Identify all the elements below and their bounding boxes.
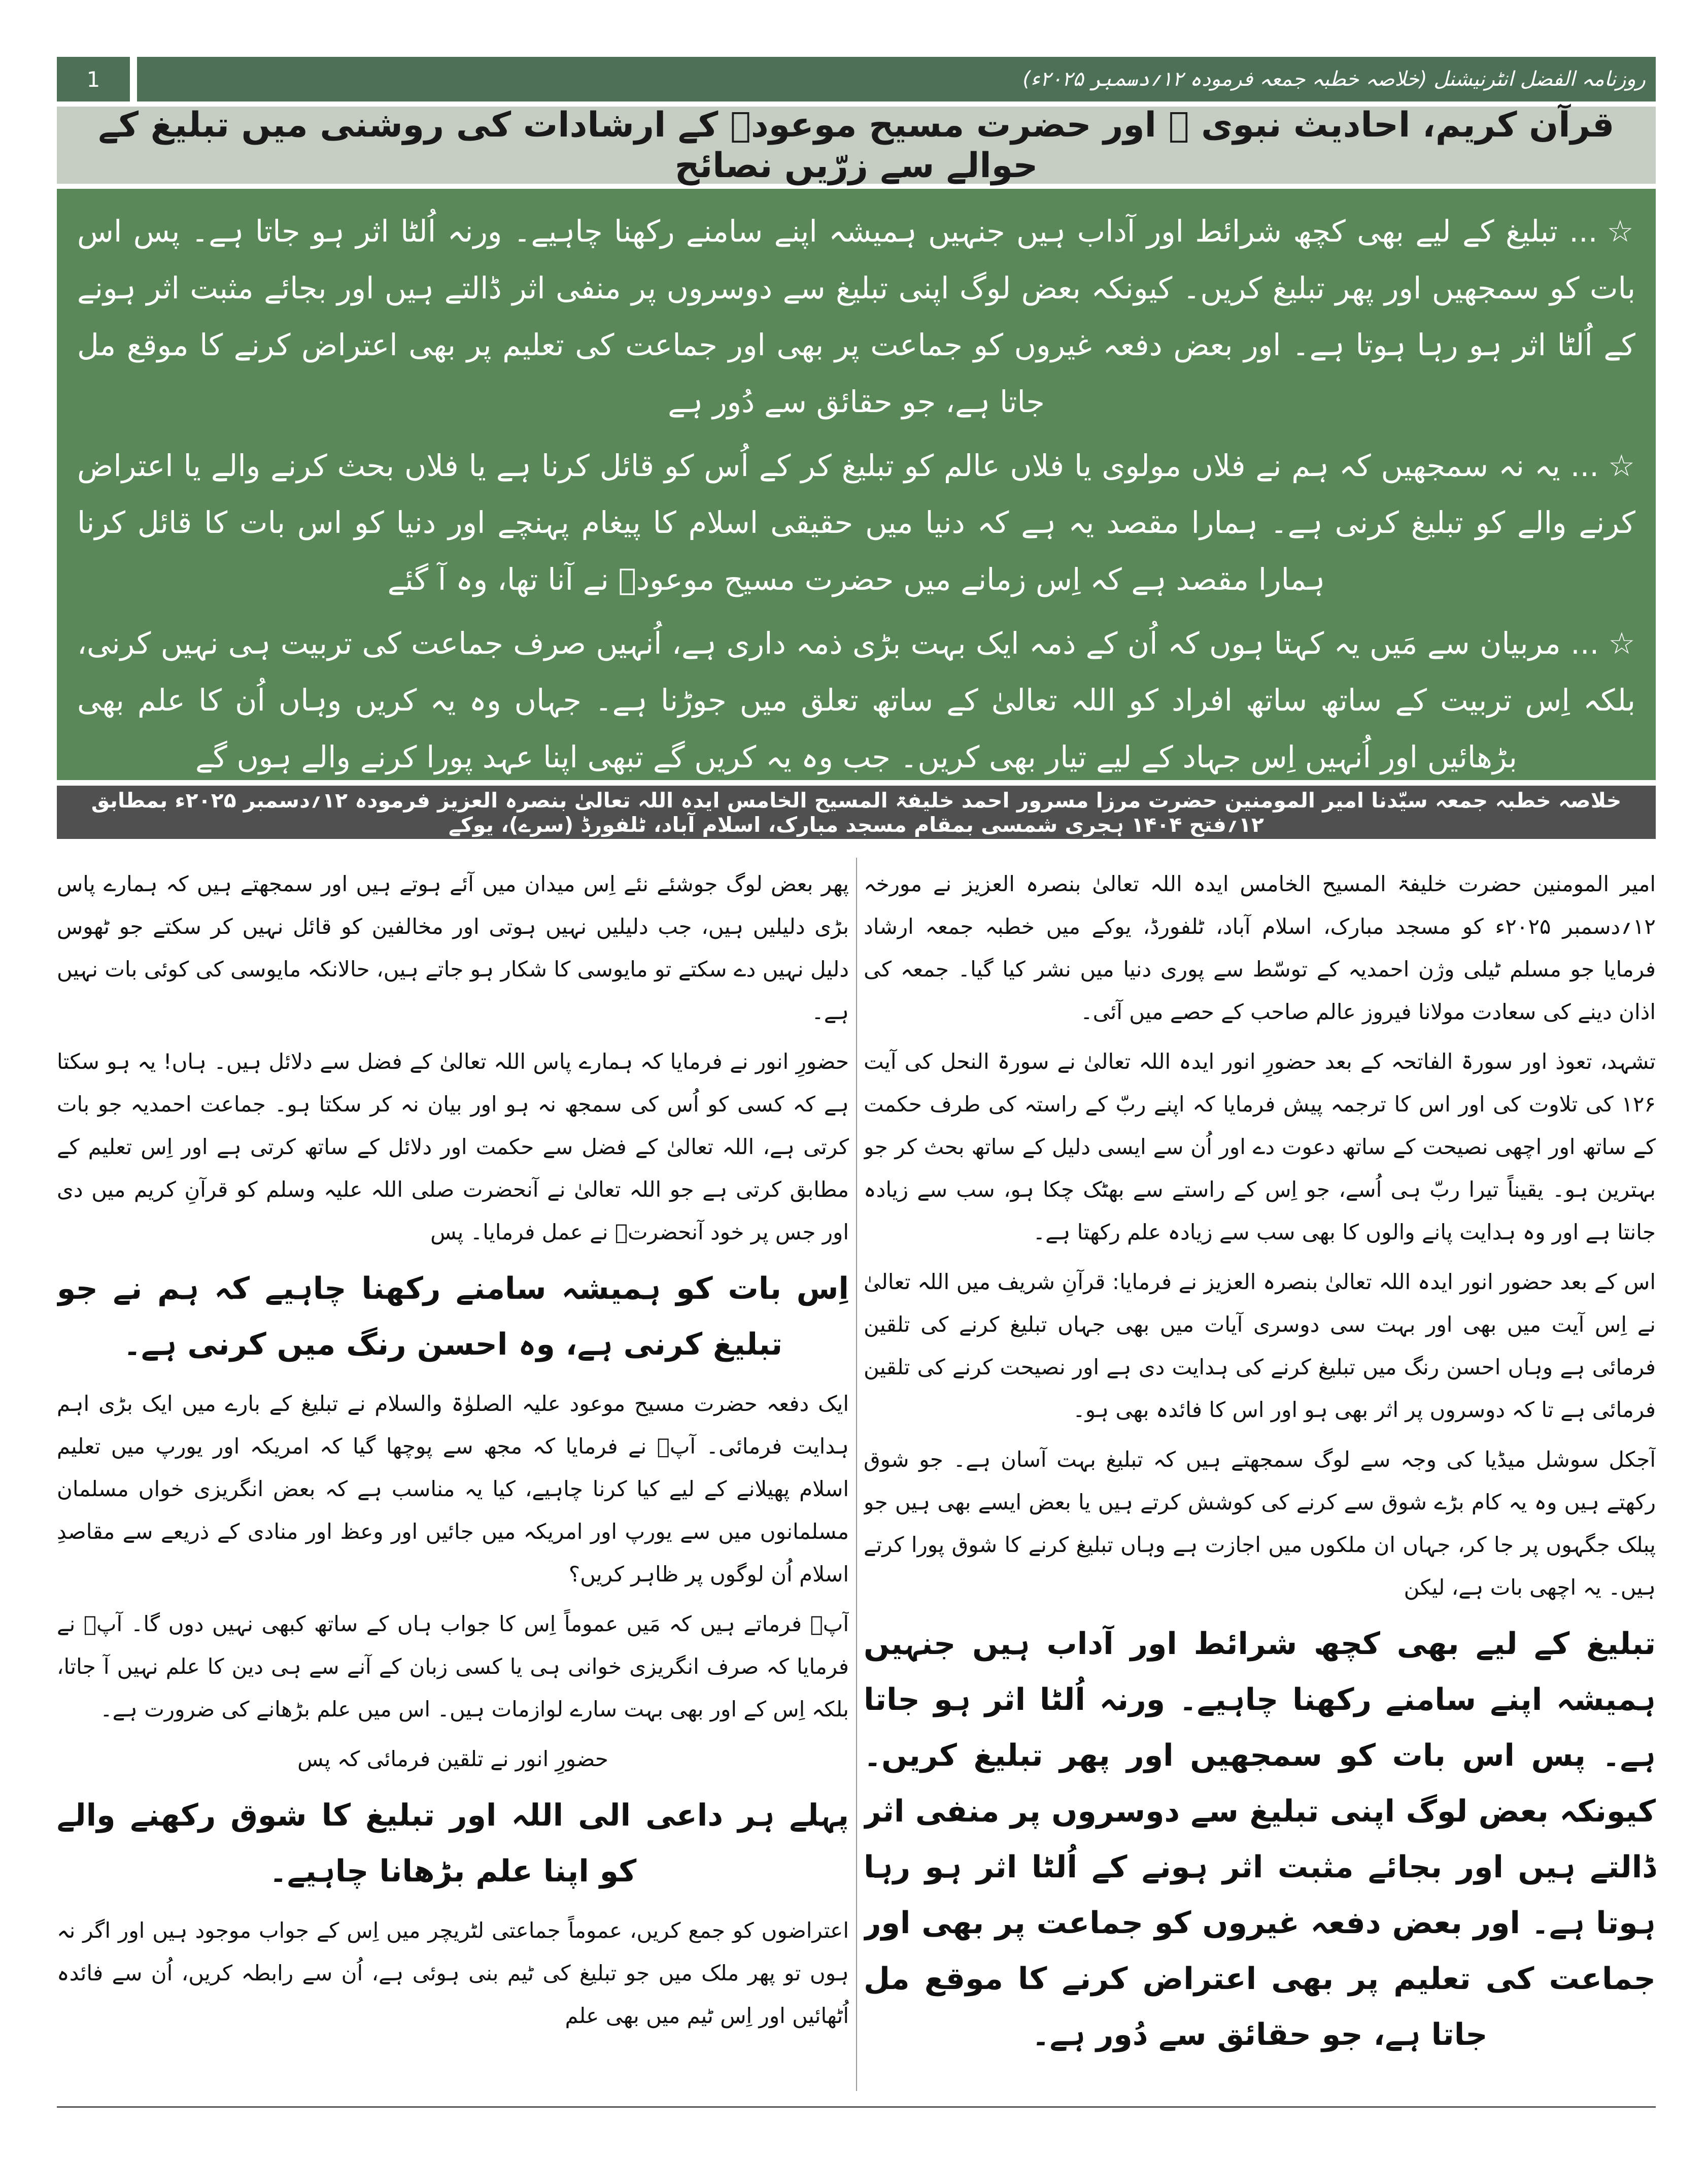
summary-item-text: ... تبلیغ کے لیے بھی کچھ شرائط اور آداب ہیں جنہیں ہمیشہ اپنے سامنے رکھنا چاہیے۔ ورنہ اُلٹا اثر ہو جاتا ہے۔ پس اس بات کو سمجھیں اور پھر تبلیغ کریں۔ کیونکہ بعض لوگ اپنی تبلیغ سے دوسروں پر منفی اثر ڈالتے ہیں اور بجائے مثبت اثر ہونے کے اُلٹا اثر ہو رہا ہوتا ہے۔ اور بعض دفعہ غیروں کو جماعت پر بھی اور جماعت کی تعلیم پر بھی اعتراض کرنے کا موقع مل جاتا ہے، جو حقائق سے دُور ہے [77,214,1635,419]
paragraph: اس کے بعد حضور انور ایدہ اللہ تعالیٰ بنصرہ العزیز نے فرمایا: قرآنِ شریف میں اللہ تعالیٰ نے اِس آیت میں بھی اور بہت سی دوسری آیات میں بھی جہاں تبلیغ کرنے کی تلقین فرمائی ہے وہاں احسن رنگ میں تبلیغ کرنے کی ہدایت دی ہے اور نصیحت کرنے کی تلقین فرمائی ہے تا کہ دوسروں پر اثر بھی ہو اور اس کا فائدہ بھی ہو۔ [864,1269,1656,1422]
bottom-rule [57,2106,1656,2108]
article-title: قرآن کریم، احادیث نبوی ﷺ اور حضرت مسیح موعودؑ کے ارشادات کی روشنی میں تبلیغ کے حوالے سے زرّیں نصائح [57,107,1656,184]
summary-box [57,189,1656,780]
sermon-subtitle: خلاصہ خطبہ جمعہ سیّدنا امیر المومنین حضرت مرزا مسرور احمد خلیفۃ المسیح الخامس ایدہ اللہ تعالیٰ بنصرہ العزیز فرمودہ ۱۲؍دسمبر ۲۰۲۵ء بمطابق ۱۲؍فتح ۱۴۰۴ ہجری شمسی بمقام مسجد مبارک، اسلام آباد، ٹلفورڈ (سرے)، یوکے [57,786,1656,839]
paragraph: حضورِ انور نے تلقین فرمائی کہ پس [297,1746,608,1771]
paragraph: آجکل سوشل میڈیا کی وجہ سے لوگ سمجھتے ہیں کہ تبلیغ بہت آسان ہے۔ جو شوق رکھتے ہیں وہ یہ کام بڑے شوق سے کرنے کی کوشش کرتے ہیں یا بعض ایسے بھی ہیں جو پبلک جگہوں پر جا کر، جہاں ان ملکوں میں اجازت ہے وہاں تبلیغ کرنے کا شوق پورا کرتے ہیں۔ یہ اچھی بات ہے، لیکن [864,1447,1656,1600]
summary-item-text: ... یہ نہ سمجھیں کہ ہم نے فلاں مولوی یا فلاں عالم کو تبلیغ کر کے اُس کو قائل کرنا ہے یا فلاں بحث کرنے والے یا اعتراض کرنے والے کو تبلیغ کرنی ہے۔ ہمارا مقصد یہ ہے کہ دنیا میں حقیقی اسلام کا پیغام پہنچے اور دنیا کو اس بات کا قائل کرنا ہمارا مقصد ہے کہ اِس زمانے میں حضرت مسیح موعودؑ نے آنا تھا، وہ آ گئے [77,448,1635,597]
summary-item [77,437,1635,608]
paragraph: آپؑ فرماتے ہیں کہ مَیں عموماً اِس کا جواب ہاں کے ساتھ کبھی نہیں دوں گا۔ آپؑ نے فرمایا کہ صرف انگریزی خوانی ہی یا کسی زبان کے آنے سے ہی دین کا علم نہیں آ جاتا، بلکہ اِس کے اور بھی بہت سارے لوازمات ہیں۔ اس میں علم بڑھانے کی ضرورت ہے۔ [57,1611,849,1722]
paragraph: امیر المومنین حضرت خلیفۃ المسیح الخامس ایدہ اللہ تعالیٰ بنصرہ العزیز نے مورخہ ۱۲؍دسمبر ۲۰۲۵ء کو مسجد مبارک، اسلام آباد، ٹلفورڈ، یوکے میں خطبہ جمعہ ارشاد فرمایا جو مسلم ٹیلی وژن احمدیہ کے توسّط سے پوری دنیا میں نشر کیا گیا۔ جمعہ کی اذان دینے کی سعادت مولانا فیروز عالم صاحب کے حصے میں آئی۔ [864,871,1656,1024]
paragraph: پھر بعض لوگ جوشئے نئے اِس میدان میں آئے ہوتے ہیں اور سمجھتے ہیں کہ ہمارے پاس بڑی دلیلیں ہیں، جب دلیلیں نہیں ہوتی اور مخالفین کو قائل نہیں کر سکتے جو ٹھوس دلیل نہیں دے سکتے تو مایوسی کا شکار ہو جاتے ہیں، حالانکہ مایوسی کی کوئی بات نہیں ہے۔ [57,871,849,1024]
star-icon: ☆ [1607,214,1635,249]
paragraph: حضورِ انور نے فرمایا کہ ہمارے پاس اللہ تعالیٰ کے فضل سے دلائل ہیں۔ ہاں! یہ ہو سکتا ہے کہ کسی کو اُس کی سمجھ نہ ہو اور بیان نہ کر سکتا ہو۔ جماعت احمدیہ جو بات کرتی ہے، اللہ تعالیٰ کے فضل سے حکمت اور دلائل کے ساتھ کرتی ہے اور اِس تعلیم کے مطابق کرتی ہے جو اللہ تعالیٰ نے آنحضرت صلی اللہ علیہ وسلم کو قرآنِ کریم میں دی اور جس پر خود آنحضرتؐ نے عمل فرمایا۔ پس [57,1049,849,1244]
right-column [864,863,1656,2101]
pull-quote: تبلیغ کے لیے بھی کچھ شرائط اور آداب ہیں جنہیں ہمیشہ اپنے سامنے رکھنا چاہیے۔ ورنہ اُلٹا اثر ہو جاتا ہے۔ پس اس بات کو سمجھیں اور پھر تبلیغ کریں۔ کیونکہ بعض لوگ اپنی تبلیغ سے دوسروں پر منفی اثر ڈالتے ہیں اور بجائے مثبت اثر ہونے کے اُلٹا اثر ہو رہا ہوتا ہے۔ اور بعض دفعہ غیروں کو جماعت پر بھی اور جماعت کی تعلیم پر بھی اعتراض کرنے کا موقع مل جاتا ہے، جو حقائق سے دُور ہے۔ [864,1626,1656,2052]
summary-item [77,615,1635,786]
page-number: 1 [57,57,137,102]
page-header [57,57,1656,102]
star-icon: ☆ [1608,626,1635,661]
running-head: روزنامہ الفضل انٹرنیشنل (خلاصہ خطبہ جمعہ فرمودہ ۱۲؍دسمبر ۲۰۲۵ء) [1022,68,1646,91]
paragraph: اعتراضوں کو جمع کریں، عموماً جماعتی لٹریچر میں اِس کے جواب موجود ہیں اور اگر نہ ہوں تو پھر ملک میں جو تبلیغ کی ٹیم بنی ہوئی ہے، اُن سے رابطہ کریں، اُن سے فائدہ اُٹھائیں اور اِس ٹیم میں بھی علم [57,1918,849,2028]
summary-item [77,203,1635,430]
left-column [57,863,849,2101]
summary-item-text: ... مربیان سے مَیں یہ کہتا ہوں کہ اُن کے ذمہ ایک بہت بڑی ذمہ داری ہے، اُنہیں صرف جماعت کی تربیت ہی نہیں کرنی، بلکہ اِس تربیت کے ساتھ ساتھ افراد کو اللہ تعالیٰ کے ساتھ تعلق میں جوڑنا ہے۔ جہاں وہ یہ کریں وہاں اُن کا علم بھی بڑھائیں اور اُنہیں اِس جہاد کے لیے تیار بھی کریں۔ جب وہ یہ کریں گے تبھی اپنا عہد پورا کرنے والے ہوں گے [77,626,1635,774]
pull-quote: پہلے ہر داعی الی اللہ اور تبلیغ کا شوق رکھنے والے کو اپنا علم بڑھانا چاہیے۔ [57,1798,849,1889]
star-icon: ☆ [1608,448,1636,483]
pull-quote: اِس بات کو ہمیشہ سامنے رکھنا چاہیے کہ ہم نے جو تبلیغ کرنی ہے، وہ احسن رنگ میں کرنی ہے۔ [57,1271,849,1362]
paragraph: تشہد، تعوذ اور سورۃ الفاتحہ کے بعد حضورِ انور ایدہ اللہ تعالیٰ نے سورۃ النحل کی آیت ۱۲۶ کی تلاوت کی اور اس کا ترجمہ پیش فرمایا کہ اپنے ربّ کے راستہ کی طرف حکمت کے ساتھ اور اچھی نصیحت کے ساتھ دعوت دے اور اُن سے ایسی دلیل کے ساتھ بحث کر جو بہترین ہو۔ یقیناً تیرا ربّ ہی اُسے، جو اِس کے راستے سے بھٹک چکا ہو، سب سے زیادہ جانتا ہے اور وہ ہدایت پانے والوں کا بھی سب سے زیادہ علم رکھتا ہے۔ [864,1049,1656,1244]
paragraph: ایک دفعہ حضرت مسیح موعود علیہ الصلوٰۃ والسلام نے تبلیغ کے بارے میں ایک بڑی اہم ہدایت فرمائی۔ آپؑ نے فرمایا کہ مجھ سے پوچھا گیا کہ امریکہ اور یورپ میں تعلیم اسلام پھیلانے کے لیے کیا کرنا چاہیے، کیا یہ مناسب ہے کہ بعض انگریزی خواں مسلمان مسلمانوں میں سے یورپ اور امریکہ میں جائیں اور وعظ اور منادی کے ذریعے سے مقاصدِ اسلام اُن لوگوں پر ظاہر کریں؟ [57,1391,849,1587]
column-divider [856,858,857,2091]
